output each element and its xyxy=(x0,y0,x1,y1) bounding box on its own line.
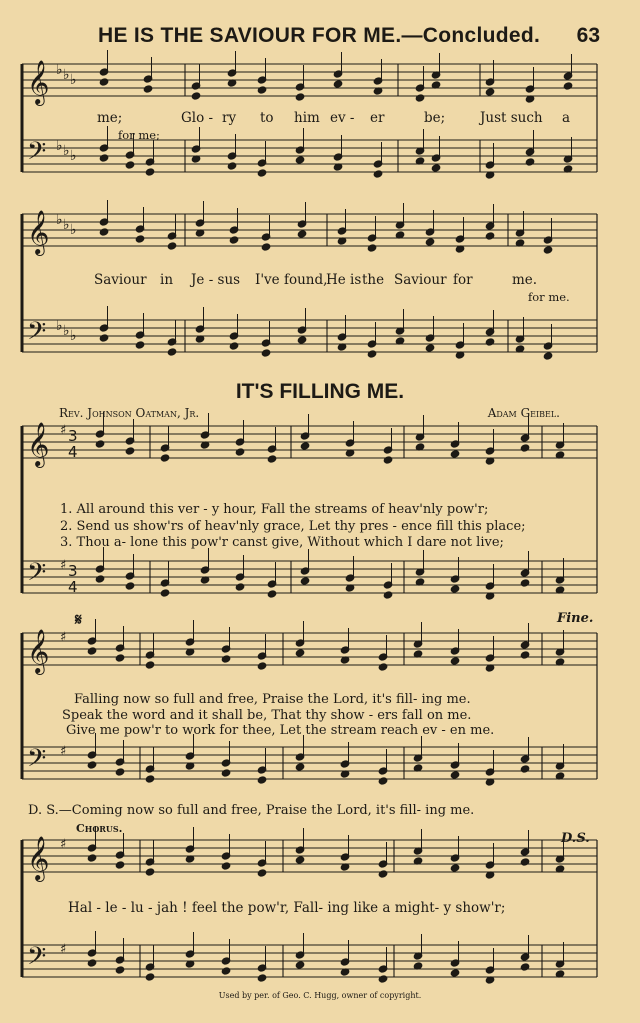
staff-1 xyxy=(22,64,597,96)
note-head xyxy=(431,164,441,172)
staff-8 xyxy=(22,747,597,779)
note-head xyxy=(383,456,393,464)
staff-2 xyxy=(22,140,597,172)
note-head xyxy=(221,967,231,975)
note-head xyxy=(520,858,530,866)
note-head xyxy=(267,455,277,463)
note-head xyxy=(485,232,495,240)
note-head xyxy=(297,230,307,238)
note-head xyxy=(295,856,305,864)
note-head xyxy=(543,352,553,360)
bass-clef-icon: 𝄢 xyxy=(27,317,47,352)
note-head xyxy=(145,168,155,176)
note-head xyxy=(425,344,435,352)
sharp-icon: ♯ xyxy=(60,942,67,957)
ds-line: D. S.—Coming now so full and free, Praise the Lord, it's fill- ing me. xyxy=(28,803,475,818)
song-title: IT'S FILLING ME. xyxy=(235,380,405,403)
page-header-title: HE IS THE SAVIOUR FOR ME.—Concluded. xyxy=(98,24,541,47)
note-head xyxy=(115,654,125,662)
note-head xyxy=(257,974,267,982)
sharp-icon: ♯ xyxy=(60,744,67,759)
note-head xyxy=(563,82,573,90)
note-head xyxy=(425,238,435,246)
note-head xyxy=(378,777,388,785)
note-head xyxy=(520,765,530,773)
treble-clef-icon: 𝄞 xyxy=(27,836,50,880)
note-head xyxy=(95,575,105,583)
note-head xyxy=(135,235,145,243)
note-head xyxy=(520,444,530,452)
bass-clef-icon: 𝄢 xyxy=(27,137,47,172)
fine-mark: Fine. xyxy=(557,611,594,626)
chorus-label: Chorus. xyxy=(76,822,123,835)
note-head xyxy=(229,342,239,350)
note-head xyxy=(378,975,388,983)
staff-9 xyxy=(22,840,597,872)
note-head xyxy=(99,334,109,342)
time-sig-bottom: 4 xyxy=(68,443,78,461)
note-head xyxy=(257,86,267,94)
flat-icon: ♭ xyxy=(70,72,77,88)
note-head xyxy=(378,870,388,878)
lyric-line-2-echo: for me. xyxy=(528,290,570,304)
note-head xyxy=(221,862,231,870)
note-head xyxy=(450,864,460,872)
note-head xyxy=(295,649,305,657)
sharp-icon: ♯ xyxy=(60,630,67,645)
verse2-line-1: Falling now so full and free, Praise the Lord, it's fill- ing me. xyxy=(74,692,471,707)
staff-10 xyxy=(22,945,597,977)
note-head xyxy=(267,590,277,598)
note-head xyxy=(167,242,177,250)
treble-clef-icon: 𝄞 xyxy=(27,210,50,254)
note-head xyxy=(125,582,135,590)
composer: Adam Geibel. xyxy=(487,406,560,420)
time-sig-top: 3 xyxy=(68,427,78,445)
note-head xyxy=(115,768,125,776)
note-head xyxy=(191,92,201,100)
note-head xyxy=(221,769,231,777)
note-head xyxy=(221,655,231,663)
chorus-lyrics: Hal - le - lu - jah ! feel the pow'r, Fall- ing like a might- y show'r; xyxy=(68,900,506,916)
note-head xyxy=(160,589,170,597)
note-head xyxy=(145,775,155,783)
note-head xyxy=(378,663,388,671)
note-head xyxy=(87,761,97,769)
note-head xyxy=(115,966,125,974)
treble-clef-icon: 𝄞 xyxy=(27,60,50,104)
note-head xyxy=(333,80,343,88)
staff-5 xyxy=(22,426,597,458)
note-head xyxy=(87,647,97,655)
verse2-line-3: Give me pow'r to work for thee, Let the stream reach ev - en me. xyxy=(66,723,495,738)
note-head xyxy=(520,579,530,587)
note-head xyxy=(295,763,305,771)
note-head xyxy=(450,450,460,458)
note-head xyxy=(143,85,153,93)
note-head xyxy=(235,448,245,456)
note-head xyxy=(300,577,310,585)
flat-icon: ♭ xyxy=(56,318,63,334)
note-head xyxy=(367,350,377,358)
bass-clef-icon: 𝄢 xyxy=(27,942,47,977)
sharp-icon: ♯ xyxy=(60,558,67,573)
ds-mark: D.S. xyxy=(561,831,590,846)
lyric-line-1-echo: for me; xyxy=(118,128,160,142)
verse-line-1: 1. All around this ver - y hour, Fall the streams of heav'nly pow'r; xyxy=(60,502,489,517)
verse2-line-2: Speak the word and it shall be, That thy show - ers fall on me. xyxy=(62,708,472,723)
staff-4 xyxy=(22,320,597,352)
segno-mark: 𝄋 xyxy=(75,610,82,629)
note-head xyxy=(450,585,460,593)
note-head xyxy=(450,969,460,977)
note-head xyxy=(383,591,393,599)
note-head xyxy=(257,869,267,877)
note-head xyxy=(485,88,495,96)
flat-icon: ♭ xyxy=(70,328,77,344)
flat-icon: ♭ xyxy=(63,217,70,233)
flat-icon: ♭ xyxy=(70,222,77,238)
sharp-icon: ♯ xyxy=(60,423,67,438)
note-head xyxy=(95,440,105,448)
note-head xyxy=(227,162,237,170)
time-sig-bottom: 4 xyxy=(68,578,78,596)
flat-icon: ♭ xyxy=(56,138,63,154)
note-head xyxy=(125,447,135,455)
note-head xyxy=(415,94,425,102)
note-head xyxy=(520,651,530,659)
note-head xyxy=(99,154,109,162)
flat-icon: ♭ xyxy=(70,148,77,164)
note-head xyxy=(261,243,271,251)
staff-3 xyxy=(22,214,597,246)
note-head xyxy=(257,776,267,784)
author: Rev. Johnson Oatman, Jr. xyxy=(59,406,200,420)
note-head xyxy=(295,961,305,969)
flat-icon: ♭ xyxy=(56,62,63,78)
note-head xyxy=(229,236,239,244)
note-head xyxy=(367,244,377,252)
hymn-page: HE IS THE SAVIOUR FOR ME.—Concluded. 63 𝄞 𝄞 𝄞 𝄞 𝄞 𝄢 𝄢 𝄢 𝄢 𝄢 ♭ ♭ ♭ ♭ ♭ ♭ ♭ ♭ ♭ ♭ ♭ ♭ ♯ ♯ ♯ ♯ ♯ ♯ 3 4 3 4 me; Glo - ry to him ev - er be; Just such a for me; Saviour in Je - sus I've found, He is the Saviour for me. for me. IT'S FILLING ME. Rev. Johnson Oatman, Jr. Adam Geibel. 1. All around this ver - y hour, Fall the streams of heav'nly pow'r; 2. Send us show'rs of heav'nly grace, Let thy pres - ence fill this place; 3. Thou a- lone this pow'r canst give, Without which I dare not live; Fine. 𝄋 Falling now so full and free, Praise the Lord, it's fill- ing me. Speak the word and it shall be, That thy show - ers fall on me. Give me pow'r to work for thee, Let the stream reach ev - en me. D. S.—Coming now so full and free, Praise the Lord, it's fill- ing me. Chorus. D.S. Hal - le - lu - jah ! feel the pow'r, Fall- ing like a might- y show'r; Used by per. of Geo. C. Hugg, owner of copyright. xyxy=(0,0,640,1023)
note-head xyxy=(87,959,97,967)
page-number: 63 xyxy=(576,24,600,47)
bass-clef-icon: 𝄢 xyxy=(27,744,47,779)
bass-clef-icon: 𝄢 xyxy=(27,558,47,593)
note-head xyxy=(145,973,155,981)
note-head xyxy=(115,861,125,869)
note-head xyxy=(257,169,267,177)
note-head xyxy=(145,661,155,669)
note-head xyxy=(160,454,170,462)
note-head xyxy=(295,156,305,164)
flat-icon: ♭ xyxy=(63,323,70,339)
note-head xyxy=(261,349,271,357)
flat-icon: ♭ xyxy=(63,67,70,83)
flat-icon: ♭ xyxy=(63,143,70,159)
note-head xyxy=(373,170,383,178)
time-sig-top: 3 xyxy=(68,562,78,580)
note-head xyxy=(450,771,460,779)
note-head xyxy=(485,338,495,346)
note-head xyxy=(300,442,310,450)
treble-clef-icon: 𝄞 xyxy=(27,629,50,673)
note-head xyxy=(297,336,307,344)
verse-line-3: 3. Thou a- lone this pow'r canst give, Without which I dare not live; xyxy=(60,535,504,550)
note-head xyxy=(125,161,135,169)
staff-7 xyxy=(22,633,597,665)
note-head xyxy=(87,854,97,862)
note-head xyxy=(525,158,535,166)
note-head xyxy=(145,868,155,876)
flat-icon: ♭ xyxy=(56,212,63,228)
note-head xyxy=(135,341,145,349)
note-head xyxy=(450,657,460,665)
treble-clef-icon: 𝄞 xyxy=(27,422,50,466)
note-head xyxy=(235,583,245,591)
note-head xyxy=(543,246,553,254)
copyright-footer: Used by per. of Geo. C. Hugg, owner of copyright. xyxy=(218,991,422,1000)
note-head xyxy=(520,963,530,971)
note-head xyxy=(167,348,177,356)
staff-6 xyxy=(22,561,597,593)
sharp-icon: ♯ xyxy=(60,837,67,852)
note-head xyxy=(295,93,305,101)
note-head xyxy=(99,78,109,86)
note-head xyxy=(257,662,267,670)
note-head xyxy=(99,228,109,236)
verse-line-2: 2. Send us show'rs of heav'nly grace, Let thy pres - ence fill this place; xyxy=(60,519,526,534)
